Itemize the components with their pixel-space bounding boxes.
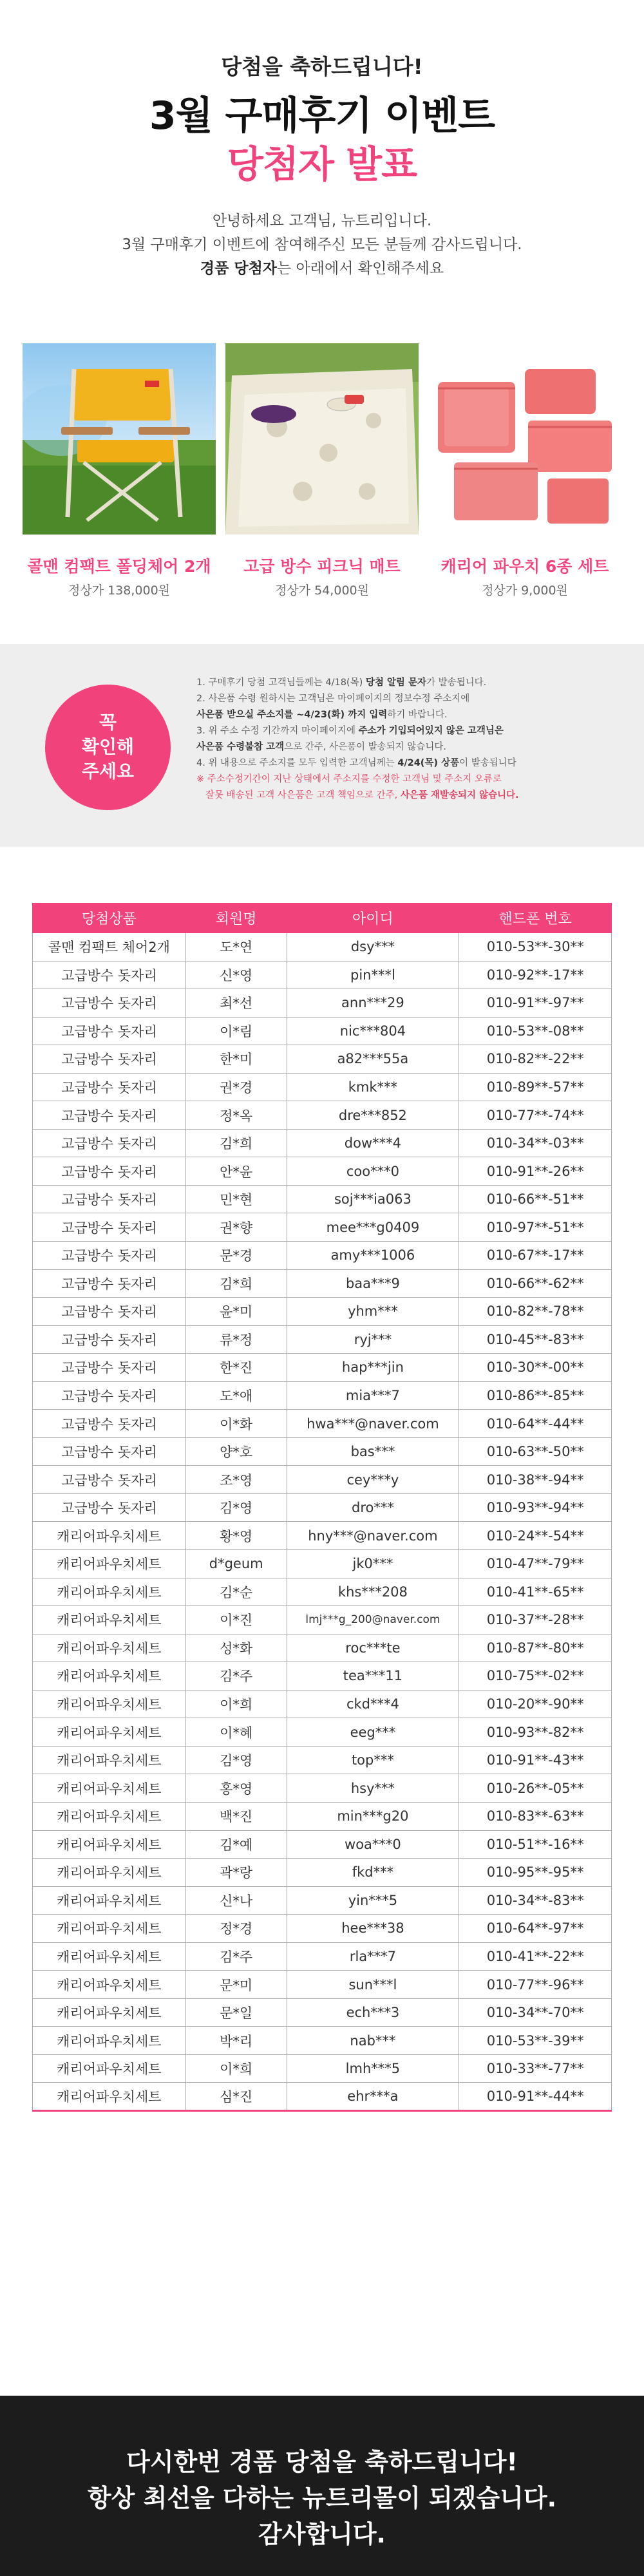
table-row (33, 933, 612, 961)
cell-phone: 010-92**-17** (459, 961, 612, 989)
cell-member: 문*일 (185, 1998, 287, 2027)
cell-id: hwa***@naver.com (287, 1410, 459, 1438)
notice-item (196, 739, 634, 755)
cell-member: 최*선 (185, 989, 287, 1018)
notice-text: 이 발송됩니다 (459, 758, 516, 768)
cell-phone: 010-47**-79** (459, 1550, 612, 1578)
cell-member: 신*영 (185, 961, 287, 989)
table-row (33, 1859, 612, 1887)
cell-id: nic***804 (287, 1017, 459, 1045)
table-row (33, 1213, 612, 1242)
col-header-phone: 핸드폰 번호 (459, 904, 612, 933)
badge-line-1: 꼭 (99, 712, 117, 733)
cell-member: 안*윤 (185, 1157, 287, 1186)
cell-prize: 고급방수 돗자리 (33, 1073, 186, 1101)
cell-phone: 010-33**-77** (459, 2054, 612, 2083)
cell-id: rla***7 (287, 1942, 459, 1971)
cell-id: hap***jin (287, 1354, 459, 1382)
cell-prize: 고급방수 돗자리 (33, 1157, 186, 1186)
cell-phone: 010-34**-70** (459, 1998, 612, 2027)
notice-item (196, 707, 634, 723)
cell-prize: 고급방수 돗자리 (33, 1493, 186, 1522)
cell-prize: 캐리어파우치세트 (33, 1634, 186, 1662)
cell-member: 황*영 (185, 1522, 287, 1550)
notice-text: 으로 간주, 사은품이 발송되지 않습니다. (284, 742, 446, 752)
notice-item (196, 675, 634, 691)
cell-member: 김*영 (185, 1746, 287, 1774)
cell-member: 홍*영 (185, 1774, 287, 1803)
notice-lines (196, 675, 634, 804)
cell-prize: 고급방수 돗자리 (33, 1437, 186, 1466)
cell-prize: 캐리어파우치세트 (33, 1915, 186, 1943)
cell-phone: 010-53**-30** (459, 933, 612, 961)
table-row (33, 1578, 612, 1606)
cell-prize: 고급방수 돗자리 (33, 1325, 186, 1354)
cell-member: d*geum (185, 1550, 287, 1578)
table-row (33, 1298, 612, 1326)
notice-text: 하기 바랍니다. (387, 710, 448, 720)
cell-prize: 고급방수 돗자리 (33, 1381, 186, 1410)
cell-prize: 캐리어파우치세트 (33, 1746, 186, 1774)
col-header-member: 회원명 (185, 904, 287, 933)
cell-phone: 010-41**-22** (459, 1942, 612, 1971)
cell-id: pin***l (287, 961, 459, 989)
prize-card-chair (23, 343, 216, 598)
cell-id: hny***@naver.com (287, 1522, 459, 1550)
cell-phone: 010-53**-39** (459, 2027, 612, 2055)
mat-image (225, 343, 419, 535)
table-row (33, 1634, 612, 1662)
cell-member: 김*주 (185, 1662, 287, 1690)
cell-member: 류*정 (185, 1325, 287, 1354)
cell-member: 김*희 (185, 1129, 287, 1157)
cell-prize: 캐리어파우치세트 (33, 1606, 186, 1634)
cell-id: ryj*** (287, 1325, 459, 1354)
cell-prize: 고급방수 돗자리 (33, 1045, 186, 1074)
notice-text: 가 발송됩니다. (426, 677, 487, 688)
cell-phone: 010-89**-57** (459, 1073, 612, 1101)
header (0, 0, 644, 186)
cell-prize: 캐리어파우치세트 (33, 1690, 186, 1718)
warning-text: 잘못 배송된 고객 사은품은 고객 책임으로 간주, (205, 790, 401, 800)
notice-emphasis: 주소가 기입되어있지 않은 고객님은 (358, 726, 504, 736)
cell-id: bas*** (287, 1437, 459, 1466)
cell-id: hee***38 (287, 1915, 459, 1943)
notice-item (196, 723, 634, 739)
cell-prize: 고급방수 돗자리 (33, 1298, 186, 1326)
cell-id: ckd***4 (287, 1690, 459, 1718)
notice-item (196, 691, 634, 707)
prize-price: 정상가 54,000원 (275, 583, 369, 598)
notice-emphasis: 사은품 수령불참 고객 (196, 742, 285, 752)
cell-member: 심*진 (185, 2083, 287, 2111)
cell-member: 김*영 (185, 1493, 287, 1522)
cell-id: dow***4 (287, 1129, 459, 1157)
cell-prize: 고급방수 돗자리 (33, 961, 186, 989)
table-row (33, 1466, 612, 1494)
cell-prize: 고급방수 돗자리 (33, 1410, 186, 1438)
cell-id: cey***y (287, 1466, 459, 1494)
cell-id: hsy*** (287, 1774, 459, 1803)
col-header-prize: 당첨상품 (33, 904, 186, 933)
table-row (33, 2083, 612, 2111)
notice-text: 1. 구매후기 당첨 고객님들께는 4/18(목) (196, 677, 366, 688)
prize-card-pouch (428, 343, 621, 598)
cell-id: yhm*** (287, 1298, 459, 1326)
cell-phone: 010-66**-62** (459, 1269, 612, 1298)
cell-prize: 캐리어파우치세트 (33, 1662, 186, 1690)
table-row (33, 1381, 612, 1410)
cell-id: dsy*** (287, 933, 459, 961)
cell-phone: 010-82**-22** (459, 1045, 612, 1074)
cell-member: 백*진 (185, 1802, 287, 1830)
intro (0, 164, 644, 309)
cell-prize: 고급방수 돗자리 (33, 1017, 186, 1045)
table-row (33, 2054, 612, 2083)
cell-phone: 010-64**-97** (459, 1915, 612, 1943)
badge-line-3: 주세요 (81, 761, 135, 782)
table-row (33, 1437, 612, 1466)
cell-id: roc***te (287, 1634, 459, 1662)
cell-phone: 010-30**-00** (459, 1354, 612, 1382)
cell-id: dro*** (287, 1493, 459, 1522)
table-row (33, 1101, 612, 1130)
cell-prize: 캐리어파우치세트 (33, 2083, 186, 2111)
cell-prize: 고급방수 돗자리 (33, 1242, 186, 1270)
cell-member: 도*연 (185, 933, 287, 961)
notice-emphasis: 당첨 알림 문자 (365, 677, 426, 688)
table-row (33, 1269, 612, 1298)
cell-member: 신*나 (185, 1886, 287, 1915)
notice-warning-2 (196, 788, 634, 804)
cell-phone: 010-20**-90** (459, 1690, 612, 1718)
prize-price: 정상가 138,000원 (68, 583, 171, 598)
badge-line-2: 확인해 (81, 736, 135, 757)
cell-id: baa***9 (287, 1269, 459, 1298)
table-row (33, 1073, 612, 1101)
cell-phone: 010-53**-08** (459, 1017, 612, 1045)
cell-phone: 010-24**-54** (459, 1522, 612, 1550)
col-header-id: 아이디 (287, 904, 459, 933)
cell-phone: 010-64**-44** (459, 1410, 612, 1438)
table-row (33, 1802, 612, 1830)
table-row (33, 1242, 612, 1270)
cell-phone: 010-63**-50** (459, 1437, 612, 1466)
cell-phone: 010-87**-80** (459, 1634, 612, 1662)
cell-id: kmk*** (287, 1073, 459, 1101)
table-row (33, 1550, 612, 1578)
cell-prize: 캐리어파우치세트 (33, 1522, 186, 1550)
cell-member: 권*경 (185, 1073, 287, 1101)
pouch-image (428, 343, 621, 535)
cell-member: 정*옥 (185, 1101, 287, 1130)
cell-phone: 010-37**-28** (459, 1606, 612, 1634)
table-row (33, 1690, 612, 1718)
cell-phone: 010-45**-83** (459, 1325, 612, 1354)
footer-line-1: 다시한번 경품 당첨을 축하드립니다! (126, 2448, 518, 2476)
cell-id: ann***29 (287, 989, 459, 1018)
chair-image (23, 343, 216, 535)
cell-member: 윤*미 (185, 1298, 287, 1326)
cell-prize: 캐리어파우치세트 (33, 1998, 186, 2027)
cell-prize: 콜맨 컴팩트 체어2개 (33, 933, 186, 961)
cell-member: 김*예 (185, 1830, 287, 1859)
cell-member: 김*주 (185, 1942, 287, 1971)
cell-phone: 010-86**-85** (459, 1381, 612, 1410)
cell-phone: 010-41**-65** (459, 1578, 612, 1606)
table-row (33, 1522, 612, 1550)
cell-phone: 010-82**-78** (459, 1298, 612, 1326)
prize-list (0, 309, 644, 647)
intro-line-3 (0, 257, 644, 281)
table-row (33, 1185, 612, 1213)
congrats-text: 당첨을 축하드립니다! (221, 54, 423, 79)
cell-id: yin***5 (287, 1886, 459, 1915)
cell-prize: 캐리어파우치세트 (33, 1718, 186, 1747)
notice-warning-1: ※ 주소수정기간이 지난 상태에서 주소지를 수정한 고객님 및 주소지 오류로 (196, 774, 502, 784)
cell-phone: 010-95**-95** (459, 1859, 612, 1887)
warning-emphasis: 사은품 재발송되지 않습니다. (400, 790, 519, 800)
cell-member: 문*미 (185, 1971, 287, 1999)
cell-prize: 캐리어파우치세트 (33, 1550, 186, 1578)
cell-id: woa***0 (287, 1830, 459, 1859)
cell-id: jk0*** (287, 1550, 459, 1578)
cell-prize: 고급방수 돗자리 (33, 1466, 186, 1494)
table-row (33, 1971, 612, 1999)
table-row (33, 1325, 612, 1354)
cell-phone: 010-91**-26** (459, 1157, 612, 1186)
cell-id: eeg*** (287, 1718, 459, 1747)
prize-card-mat (225, 343, 419, 598)
table-row (33, 1774, 612, 1803)
cell-id: a82***55a (287, 1045, 459, 1074)
cell-member: 이*화 (185, 1410, 287, 1438)
cell-phone: 010-34**-83** (459, 1886, 612, 1915)
table-row (33, 1354, 612, 1382)
table-row (33, 1746, 612, 1774)
cell-prize: 캐리어파우치세트 (33, 1942, 186, 1971)
cell-id: sun***l (287, 1971, 459, 1999)
cell-phone: 010-38**-94** (459, 1466, 612, 1494)
cell-prize: 캐리어파우치세트 (33, 1886, 186, 1915)
cell-phone: 010-93**-82** (459, 1718, 612, 1747)
cell-id: khs***208 (287, 1578, 459, 1606)
cell-member: 곽*랑 (185, 1859, 287, 1887)
cell-prize: 캐리어파우치세트 (33, 1971, 186, 1999)
cell-member: 이*진 (185, 1606, 287, 1634)
cell-phone: 010-77**-74** (459, 1101, 612, 1130)
footer-banner (0, 2396, 644, 2576)
cell-member: 이*림 (185, 1017, 287, 1045)
announce-title: 당첨자 발표 (227, 142, 417, 186)
notice-box (0, 644, 644, 847)
table-row (33, 1915, 612, 1943)
table-row (33, 1942, 612, 1971)
prize-name: 캐리어 파우치 6종 세트 (440, 557, 609, 576)
cell-phone: 010-66**-51** (459, 1185, 612, 1213)
cell-phone: 010-91**-43** (459, 1746, 612, 1774)
cell-id: lmj***g_200@naver.com (287, 1606, 459, 1634)
cell-prize: 캐리어파우치세트 (33, 1578, 186, 1606)
cell-prize: 고급방수 돗자리 (33, 1213, 186, 1242)
notice-text: 4. 위 내용으로 주소지를 모두 입력한 고객님께는 (196, 758, 398, 768)
cell-member: 양*호 (185, 1437, 287, 1466)
prize-price: 정상가 9,000원 (482, 583, 568, 598)
cell-id: coo***0 (287, 1157, 459, 1186)
cell-prize: 고급방수 돗자리 (33, 989, 186, 1018)
footer-line-2: 항상 최선을 다하는 뉴트리몰이 되겠습니다. (87, 2484, 557, 2512)
table-row (33, 1606, 612, 1634)
winners-table (32, 903, 612, 2112)
table-row (33, 1718, 612, 1747)
cell-member: 한*진 (185, 1354, 287, 1382)
cell-phone: 010-34**-03** (459, 1129, 612, 1157)
cell-id: amy***1006 (287, 1242, 459, 1270)
cell-phone: 010-51**-16** (459, 1830, 612, 1859)
cell-id: dre***852 (287, 1101, 459, 1130)
cell-prize: 캐리어파우치세트 (33, 1802, 186, 1830)
cell-id: mee***g0409 (287, 1213, 459, 1242)
cell-phone: 010-91**-44** (459, 2083, 612, 2111)
table-row (33, 2027, 612, 2055)
cell-prize: 고급방수 돗자리 (33, 1354, 186, 1382)
cell-member: 김*희 (185, 1269, 287, 1298)
cell-id: ehr***a (287, 2083, 459, 2111)
cell-id: ech***3 (287, 1998, 459, 2027)
notice-emphasis: 4/24(목) 상품 (397, 758, 460, 768)
cell-member: 한*미 (185, 1045, 287, 1074)
cell-prize: 고급방수 돗자리 (33, 1269, 186, 1298)
cell-prize: 캐리어파우치세트 (33, 1830, 186, 1859)
table-row (33, 1493, 612, 1522)
intro-line-2: 3월 구매후기 이벤트에 참여해주신 모든 분들께 감사드립니다. (122, 236, 522, 253)
cell-member: 이*혜 (185, 1718, 287, 1747)
cell-phone: 010-97**-51** (459, 1213, 612, 1242)
cell-member: 이*희 (185, 1690, 287, 1718)
cell-id: soj***ia063 (287, 1185, 459, 1213)
table-header-row (33, 904, 612, 933)
table-row (33, 1045, 612, 1074)
cell-id: top*** (287, 1746, 459, 1774)
notice-text: 2. 사은품 수령 원하시는 고객님은 마이페이지의 정보수정 주소지에 (196, 694, 470, 704)
cell-id: mia***7 (287, 1381, 459, 1410)
cell-member: 이*희 (185, 2054, 287, 2083)
table-body (33, 933, 612, 2111)
cell-member: 성*화 (185, 1634, 287, 1662)
cell-prize: 캐리어파우치세트 (33, 2027, 186, 2055)
cell-id: nab*** (287, 2027, 459, 2055)
cell-prize: 고급방수 돗자리 (33, 1185, 186, 1213)
table-row (33, 1017, 612, 1045)
cell-prize: 고급방수 돗자리 (33, 1129, 186, 1157)
prize-name: 고급 방수 피크닉 매트 (243, 557, 401, 576)
cell-prize: 캐리어파우치세트 (33, 1859, 186, 1887)
cell-member: 문*경 (185, 1242, 287, 1270)
cell-phone: 010-91**-97** (459, 989, 612, 1018)
cell-prize: 캐리어파우치세트 (33, 1774, 186, 1803)
table-row (33, 1830, 612, 1859)
cell-id: tea***11 (287, 1662, 459, 1690)
table-row (33, 1886, 612, 1915)
table-row (33, 1157, 612, 1186)
table-row (33, 1998, 612, 2027)
cell-member: 도*애 (185, 1381, 287, 1410)
footer-line-3: 감사합니다. (258, 2520, 386, 2548)
table-row (33, 1129, 612, 1157)
cell-member: 박*리 (185, 2027, 287, 2055)
notice-emphasis: 사은품 받으실 주소지를 ~4/23(화) 까지 입력 (196, 710, 388, 720)
cell-prize: 캐리어파우치세트 (33, 2054, 186, 2083)
cell-phone: 010-83**-63** (459, 1802, 612, 1830)
cell-phone: 010-67**-17** (459, 1242, 612, 1270)
cell-member: 권*향 (185, 1213, 287, 1242)
cell-id: lmh***5 (287, 2054, 459, 2083)
prize-name: 콜맨 컴팩트 폴딩체어 2개 (27, 557, 211, 576)
cell-prize: 고급방수 돗자리 (33, 1101, 186, 1130)
table-row (33, 961, 612, 989)
intro-line-1: 안녕하세요 고객님, 뉴트리입니다. (212, 213, 432, 229)
check-badge (45, 685, 171, 810)
intro-line-3-rest: 는 아래에서 확인해주세요 (277, 260, 444, 277)
cell-id: fkd*** (287, 1859, 459, 1887)
notice-text: 3. 위 주소 수정 기간까지 마이페이지에 (196, 726, 359, 736)
table-row (33, 1662, 612, 1690)
table-row (33, 1410, 612, 1438)
cell-member: 민*현 (185, 1185, 287, 1213)
notice-item (196, 755, 634, 772)
table-row (33, 989, 612, 1018)
event-title: 3월 구매후기 이벤트 (149, 93, 495, 138)
cell-member: 정*경 (185, 1915, 287, 1943)
cell-id: min***g20 (287, 1802, 459, 1830)
cell-phone: 010-75**-02** (459, 1662, 612, 1690)
cell-phone: 010-26**-05** (459, 1774, 612, 1803)
cell-phone: 010-77**-96** (459, 1971, 612, 1999)
cell-phone: 010-93**-94** (459, 1493, 612, 1522)
cell-member: 김*순 (185, 1578, 287, 1606)
intro-line-3-bold: 경품 당첨자 (200, 260, 278, 277)
cell-member: 조*영 (185, 1466, 287, 1494)
